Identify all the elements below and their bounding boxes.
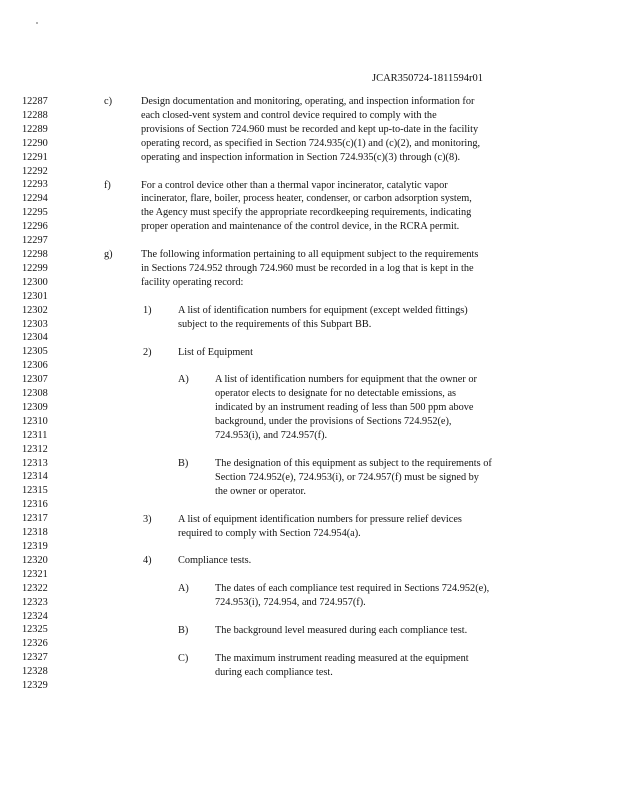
paragraph-text	[178, 304, 468, 332]
text-line: List of Equipment	[178, 346, 253, 358]
line-number: 12326	[22, 638, 48, 650]
line-number: 12297	[22, 235, 48, 247]
text-line: proper operation and maintenance of the control device, in the RCRA permit.	[141, 221, 460, 233]
paragraph-text	[178, 554, 251, 568]
line-number: 12323	[22, 596, 48, 608]
text-line: facility operating record:	[141, 276, 244, 288]
text-line: Compliance tests.	[178, 555, 252, 567]
text-line: operating record, as specified in Section 724.935(c)(1) and (c)(2), and monitoring,	[141, 137, 481, 149]
line-number: 12312	[22, 443, 48, 455]
paragraph-text	[215, 457, 492, 499]
text-line: A list of equipment identification numbers for pressure relief devices	[178, 513, 462, 525]
line-number: 12316	[22, 499, 48, 511]
line-number: 12293	[22, 179, 48, 191]
paragraph-text	[215, 624, 467, 638]
text-line: during each compliance test.	[215, 666, 333, 678]
paragraph-text	[215, 373, 477, 443]
paragraph-text	[141, 248, 478, 290]
text-line: A list of identification numbers for equipment that the owner or	[215, 374, 477, 386]
line-number: 12292	[22, 165, 48, 177]
line-number: 12305	[22, 346, 48, 358]
text-line: subject to the requirements of this Subpart BB.	[178, 318, 372, 330]
line-number: 12321	[22, 568, 48, 580]
line-number: 12295	[22, 207, 48, 219]
text-line: 724.953(i), and 724.957(f).	[215, 430, 328, 442]
line-number: 12319	[22, 541, 48, 552]
line-number: 12299	[22, 262, 48, 274]
line-number: 12320	[22, 554, 48, 566]
paragraph-label: c)	[104, 96, 112, 107]
text-line: Design documentation and monitoring, operating, and inspection information for	[141, 96, 475, 107]
paragraph-text	[215, 652, 469, 680]
line-number: 12296	[22, 221, 48, 233]
line-number: 12313	[22, 457, 48, 469]
line-number: 12322	[22, 582, 48, 594]
line-number: 12287	[22, 96, 48, 107]
line-number: 12306	[22, 360, 48, 372]
paragraph-text	[141, 95, 480, 165]
text-line: The dates of each compliance test required in Sections 724.952(e),	[215, 583, 490, 595]
text-line: in Sections 724.952 through 724.960 must be recorded in a log that is kept in the	[141, 263, 474, 275]
paragraph-label: f)	[104, 179, 111, 191]
text-line: operating and inspection information in Section 724.935(c)(3) through (c)(8).	[141, 151, 461, 163]
line-number: 12325	[22, 624, 48, 636]
line-number: 12308	[22, 388, 48, 400]
scan-speck	[36, 22, 38, 24]
line-number-column	[22, 95, 62, 693]
text-line: the Agency must specify the appropriate recordkeeping requirements, indicating	[141, 207, 472, 219]
text-line: Section 724.952(e), 724.953(i), or 724.957(f) must be signed by	[215, 471, 479, 483]
text-line: provisions of Section 724.960 must be recorded and kept up-to-date in the facility	[141, 123, 479, 135]
paragraph-label: 4)	[143, 555, 152, 567]
paragraph-label: g)	[104, 249, 113, 261]
line-number: 12291	[22, 151, 48, 163]
line-number: 12304	[22, 332, 48, 344]
text-line: each closed-vent system and control device required to comply with the	[141, 109, 437, 121]
paragraph-text	[178, 513, 462, 541]
line-number: 12288	[22, 109, 48, 121]
paragraph-label: 2)	[143, 346, 152, 358]
line-number: 12294	[22, 193, 48, 205]
line-number: 12317	[22, 513, 48, 525]
line-number: 12328	[22, 666, 48, 678]
text-line: A list of identification numbers for equipment (except welded fittings)	[178, 304, 468, 316]
text-line: indicated by an instrument reading of less than 500 ppm above	[215, 402, 474, 414]
line-number: 12289	[22, 123, 48, 135]
paragraph-text	[141, 179, 472, 235]
line-number: 12300	[22, 276, 48, 288]
line-number: 12302	[22, 304, 48, 316]
paragraph-text	[178, 346, 253, 360]
paragraph-text	[215, 582, 489, 610]
line-number: 12314	[22, 471, 48, 483]
line-number: 12310	[22, 415, 48, 427]
text-line: 724.953(i), 724.954, and 724.957(f).	[215, 597, 366, 609]
text-line: the owner or operator.	[215, 485, 306, 497]
paragraph-label: A)	[178, 583, 189, 595]
line-number: 12307	[22, 374, 48, 386]
line-number: 12303	[22, 318, 48, 330]
text-line: required to comply with Section 724.954(a).	[178, 527, 361, 539]
line-number: 12324	[22, 610, 48, 622]
paragraph-label: 3)	[143, 513, 152, 525]
line-number: 12301	[22, 290, 48, 302]
paragraph-label: A)	[178, 374, 189, 386]
line-number: 12327	[22, 652, 48, 664]
text-line: background, under the provisions of Sections 724.952(e),	[215, 416, 452, 428]
paragraph-label: B)	[178, 457, 189, 469]
text-line: The maximum instrument reading measured at the equipment	[215, 652, 469, 664]
line-number: 12298	[22, 248, 48, 260]
line-number: 12290	[22, 137, 48, 149]
text-line: The following information pertaining to all equipment subject to the requirements	[141, 249, 479, 261]
line-number: 12311	[22, 429, 48, 441]
text-line: The background level measured during each compliance test.	[215, 624, 468, 636]
line-number: 12329	[22, 680, 48, 692]
text-line: For a control device other than a thermal vapor incinerator, catalytic vapor	[141, 179, 448, 191]
paragraph-label: B)	[178, 624, 189, 636]
text-line: The designation of this equipment as subject to the requirements of	[215, 457, 492, 469]
line-number: 12315	[22, 485, 48, 497]
document-id-header: JCAR350724-1811594r01	[372, 73, 484, 84]
line-number: 12309	[22, 401, 48, 413]
paragraph-label: 1)	[143, 304, 152, 316]
text-line: operator elects to designate for no detectable emissions, as	[215, 388, 457, 400]
paragraph-label: C)	[178, 652, 189, 664]
text-line: incinerator, flare, boiler, process heater, condenser, or carbon adsorption system,	[141, 193, 472, 205]
line-number: 12318	[22, 527, 48, 539]
